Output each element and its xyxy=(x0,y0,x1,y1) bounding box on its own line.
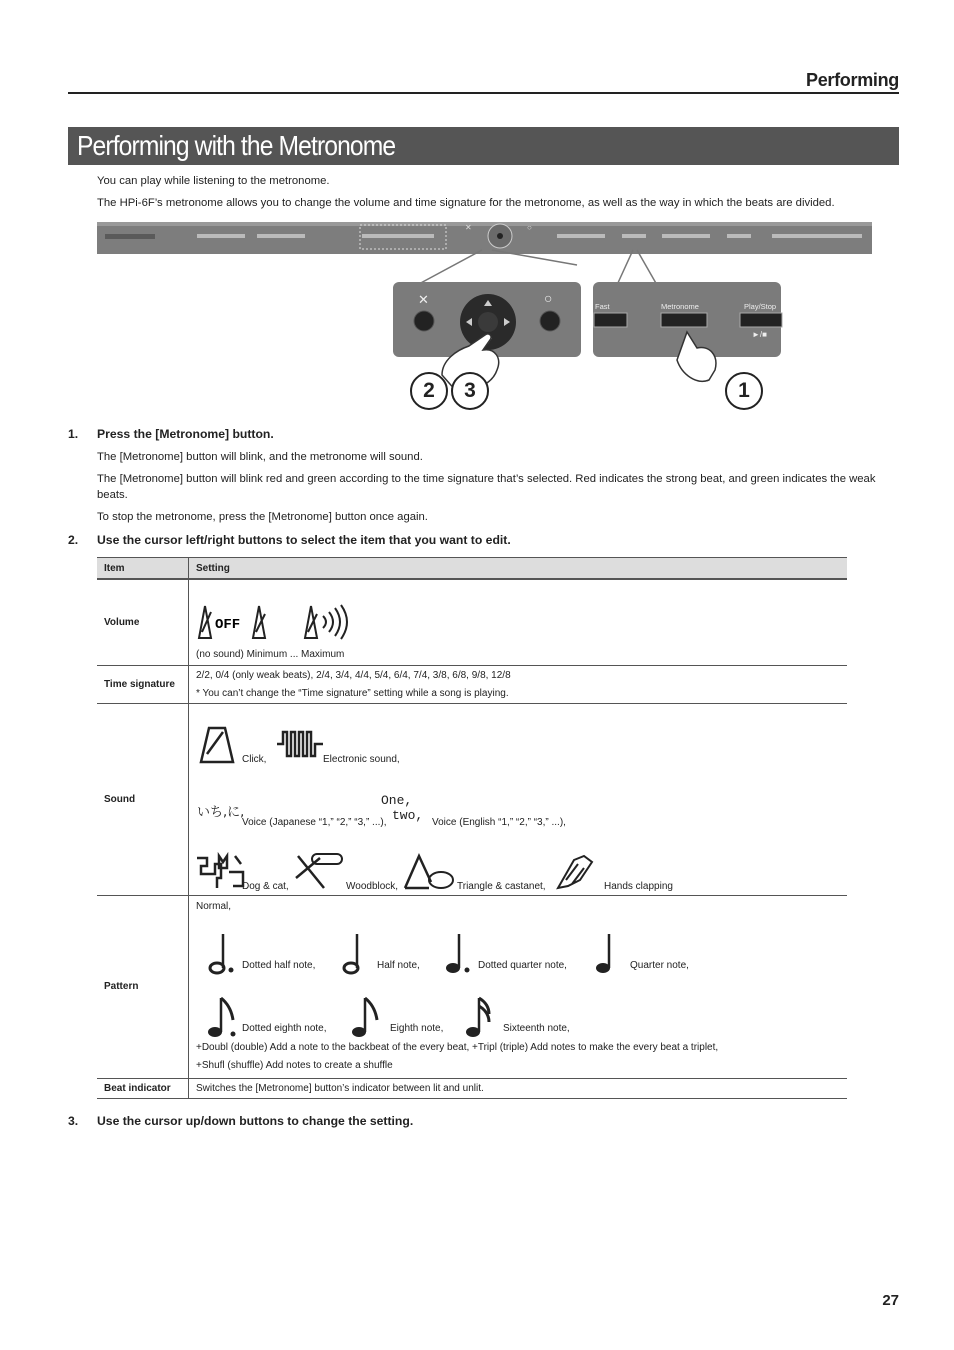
panel-illustration xyxy=(97,220,887,420)
settings-table xyxy=(97,557,847,1099)
enter-o-icon: ○ xyxy=(544,290,553,306)
intro-paragraph: You can play while listening to the metronome. xyxy=(97,175,330,187)
japanese-voice-icon: いち,に, xyxy=(197,804,245,820)
step-number: 2. xyxy=(68,533,79,547)
callout-2: 2 xyxy=(410,372,448,410)
time-signature-values: 2/2, 0/4 (only weak beats), 2/4, 3/4, 4/4, 5/4, 6/4, 7/4, 3/8, 6/8, 9/8, 12/8 xyxy=(196,669,511,681)
pattern-shufl: +Shufl (shuffle) Add notes to create a shuffle xyxy=(196,1059,393,1071)
play-stop-icon: ►/■ xyxy=(752,330,767,339)
column-header-item: Item xyxy=(97,558,189,580)
row-item-volume: Volume xyxy=(97,579,189,665)
step-body: To stop the metronome, press the [Metronome] button once again. xyxy=(97,511,428,523)
step-body: The [Metronome] button will blink, and the metronome will sound. xyxy=(97,451,423,463)
metronome-click-icon xyxy=(197,724,237,764)
eighth-note-icon xyxy=(349,996,379,1040)
sound-electronic: Electronic sound, xyxy=(323,753,400,765)
volume-icons xyxy=(195,602,355,642)
table-row xyxy=(97,579,847,665)
callout-1: 1 xyxy=(725,372,763,410)
page-title: Performing with the Metronome xyxy=(77,130,396,161)
intro-paragraph: The HPi-6F’s metronome allows you to change the volume and time signature for the metronome, as well as the way in which the beats are divided. xyxy=(97,197,835,209)
table-row xyxy=(97,703,847,895)
pattern-normal: Normal, xyxy=(196,900,232,912)
table-row xyxy=(97,665,847,703)
english-voice-icon-two: two, xyxy=(392,807,424,823)
page-title-bar xyxy=(68,127,899,165)
step-body: The [Metronome] button will blink red and green according to the time signature that’s selected. Red indicates the strong beat, and green indicates the weak beats. xyxy=(97,473,876,501)
pattern-doubl-tripl: +Doubl (double) Add a note to the backbeat of the every beat, +Tripl (triple) Add notes to make the every beat a triplet, xyxy=(196,1041,719,1053)
dotted-eighth-note-icon xyxy=(205,996,241,1040)
svg-text:✕: ✕ xyxy=(465,223,472,232)
time-signature-note: * You can’t change the “Time signature” setting while a song is playing. xyxy=(196,687,509,699)
sound-woodblock: Woodblock, xyxy=(346,880,399,892)
step-heading: Use the cursor left/right buttons to select the item that you want to edit. xyxy=(97,533,511,547)
sixteenth-note-icon xyxy=(463,996,493,1040)
header-rule xyxy=(68,92,899,94)
step-number: 1. xyxy=(68,427,79,441)
sound-triangle-castanet: Triangle & castanet, xyxy=(457,880,546,892)
column-header-setting: Setting xyxy=(189,558,848,580)
table-row xyxy=(97,895,847,1078)
table-row xyxy=(97,1078,847,1098)
panel-figure xyxy=(97,220,887,420)
pattern-dotted-half: Dotted half note, xyxy=(242,959,316,971)
row-item-pattern: Pattern xyxy=(97,895,189,1078)
pattern-quarter: Quarter note, xyxy=(630,959,689,971)
sound-click: Click, xyxy=(242,753,267,765)
beat-indicator-text: Switches the [Metronome] button’s indicator between lit and unlit. xyxy=(189,1078,848,1098)
svg-text:OFF: OFF xyxy=(215,617,241,633)
metronome-label: Metronome xyxy=(661,302,699,311)
step-heading: Press the [Metronome] button. xyxy=(97,427,274,441)
svg-text:○: ○ xyxy=(527,223,532,232)
fast-label: Fast xyxy=(595,302,610,311)
callout-3: 3 xyxy=(451,372,489,410)
sound-voice-english: Voice (English “1,” “2,” “3,” ...), xyxy=(432,816,566,828)
play-stop-label: Play/Stop xyxy=(744,302,777,311)
pattern-half: Half note, xyxy=(377,959,420,971)
step-number: 3. xyxy=(68,1114,79,1128)
dotted-quarter-note-icon xyxy=(443,932,473,976)
pattern-eighth: Eighth note, xyxy=(390,1022,444,1034)
quarter-note-icon xyxy=(593,932,617,976)
row-item-time-signature: Time signature xyxy=(97,665,189,703)
hands-clapping-icon xyxy=(554,850,598,892)
pattern-dotted-eighth: Dotted eighth note, xyxy=(242,1022,327,1034)
volume-caption: (no sound) Minimum ... Maximum xyxy=(196,648,345,660)
woodblock-icon xyxy=(294,852,346,892)
row-item-beat-indicator: Beat indicator xyxy=(97,1078,189,1098)
half-note-icon xyxy=(341,932,365,976)
pattern-dotted-quarter: Dotted quarter note, xyxy=(478,959,567,971)
dog-cat-icon xyxy=(195,852,245,892)
electronic-sound-icon xyxy=(277,730,323,758)
exit-x-icon: ✕ xyxy=(418,292,429,307)
dotted-half-note-icon xyxy=(207,932,237,976)
section-label: Performing xyxy=(805,70,899,90)
pattern-sixteenth: Sixteenth note, xyxy=(503,1022,570,1034)
sound-hands-clapping: Hands clapping xyxy=(604,880,673,892)
triangle-castanet-icon xyxy=(401,852,457,892)
english-voice-icon-one: One, xyxy=(381,792,413,808)
step-heading: Use the cursor up/down buttons to change the setting. xyxy=(97,1114,414,1128)
row-item-sound: Sound xyxy=(97,703,189,895)
sound-dog-cat: Dog & cat, xyxy=(242,880,289,892)
sound-voice-japanese: Voice (Japanese “1,” “2,” “3,” ...), xyxy=(242,816,387,828)
page-number: 27 xyxy=(882,1292,899,1309)
